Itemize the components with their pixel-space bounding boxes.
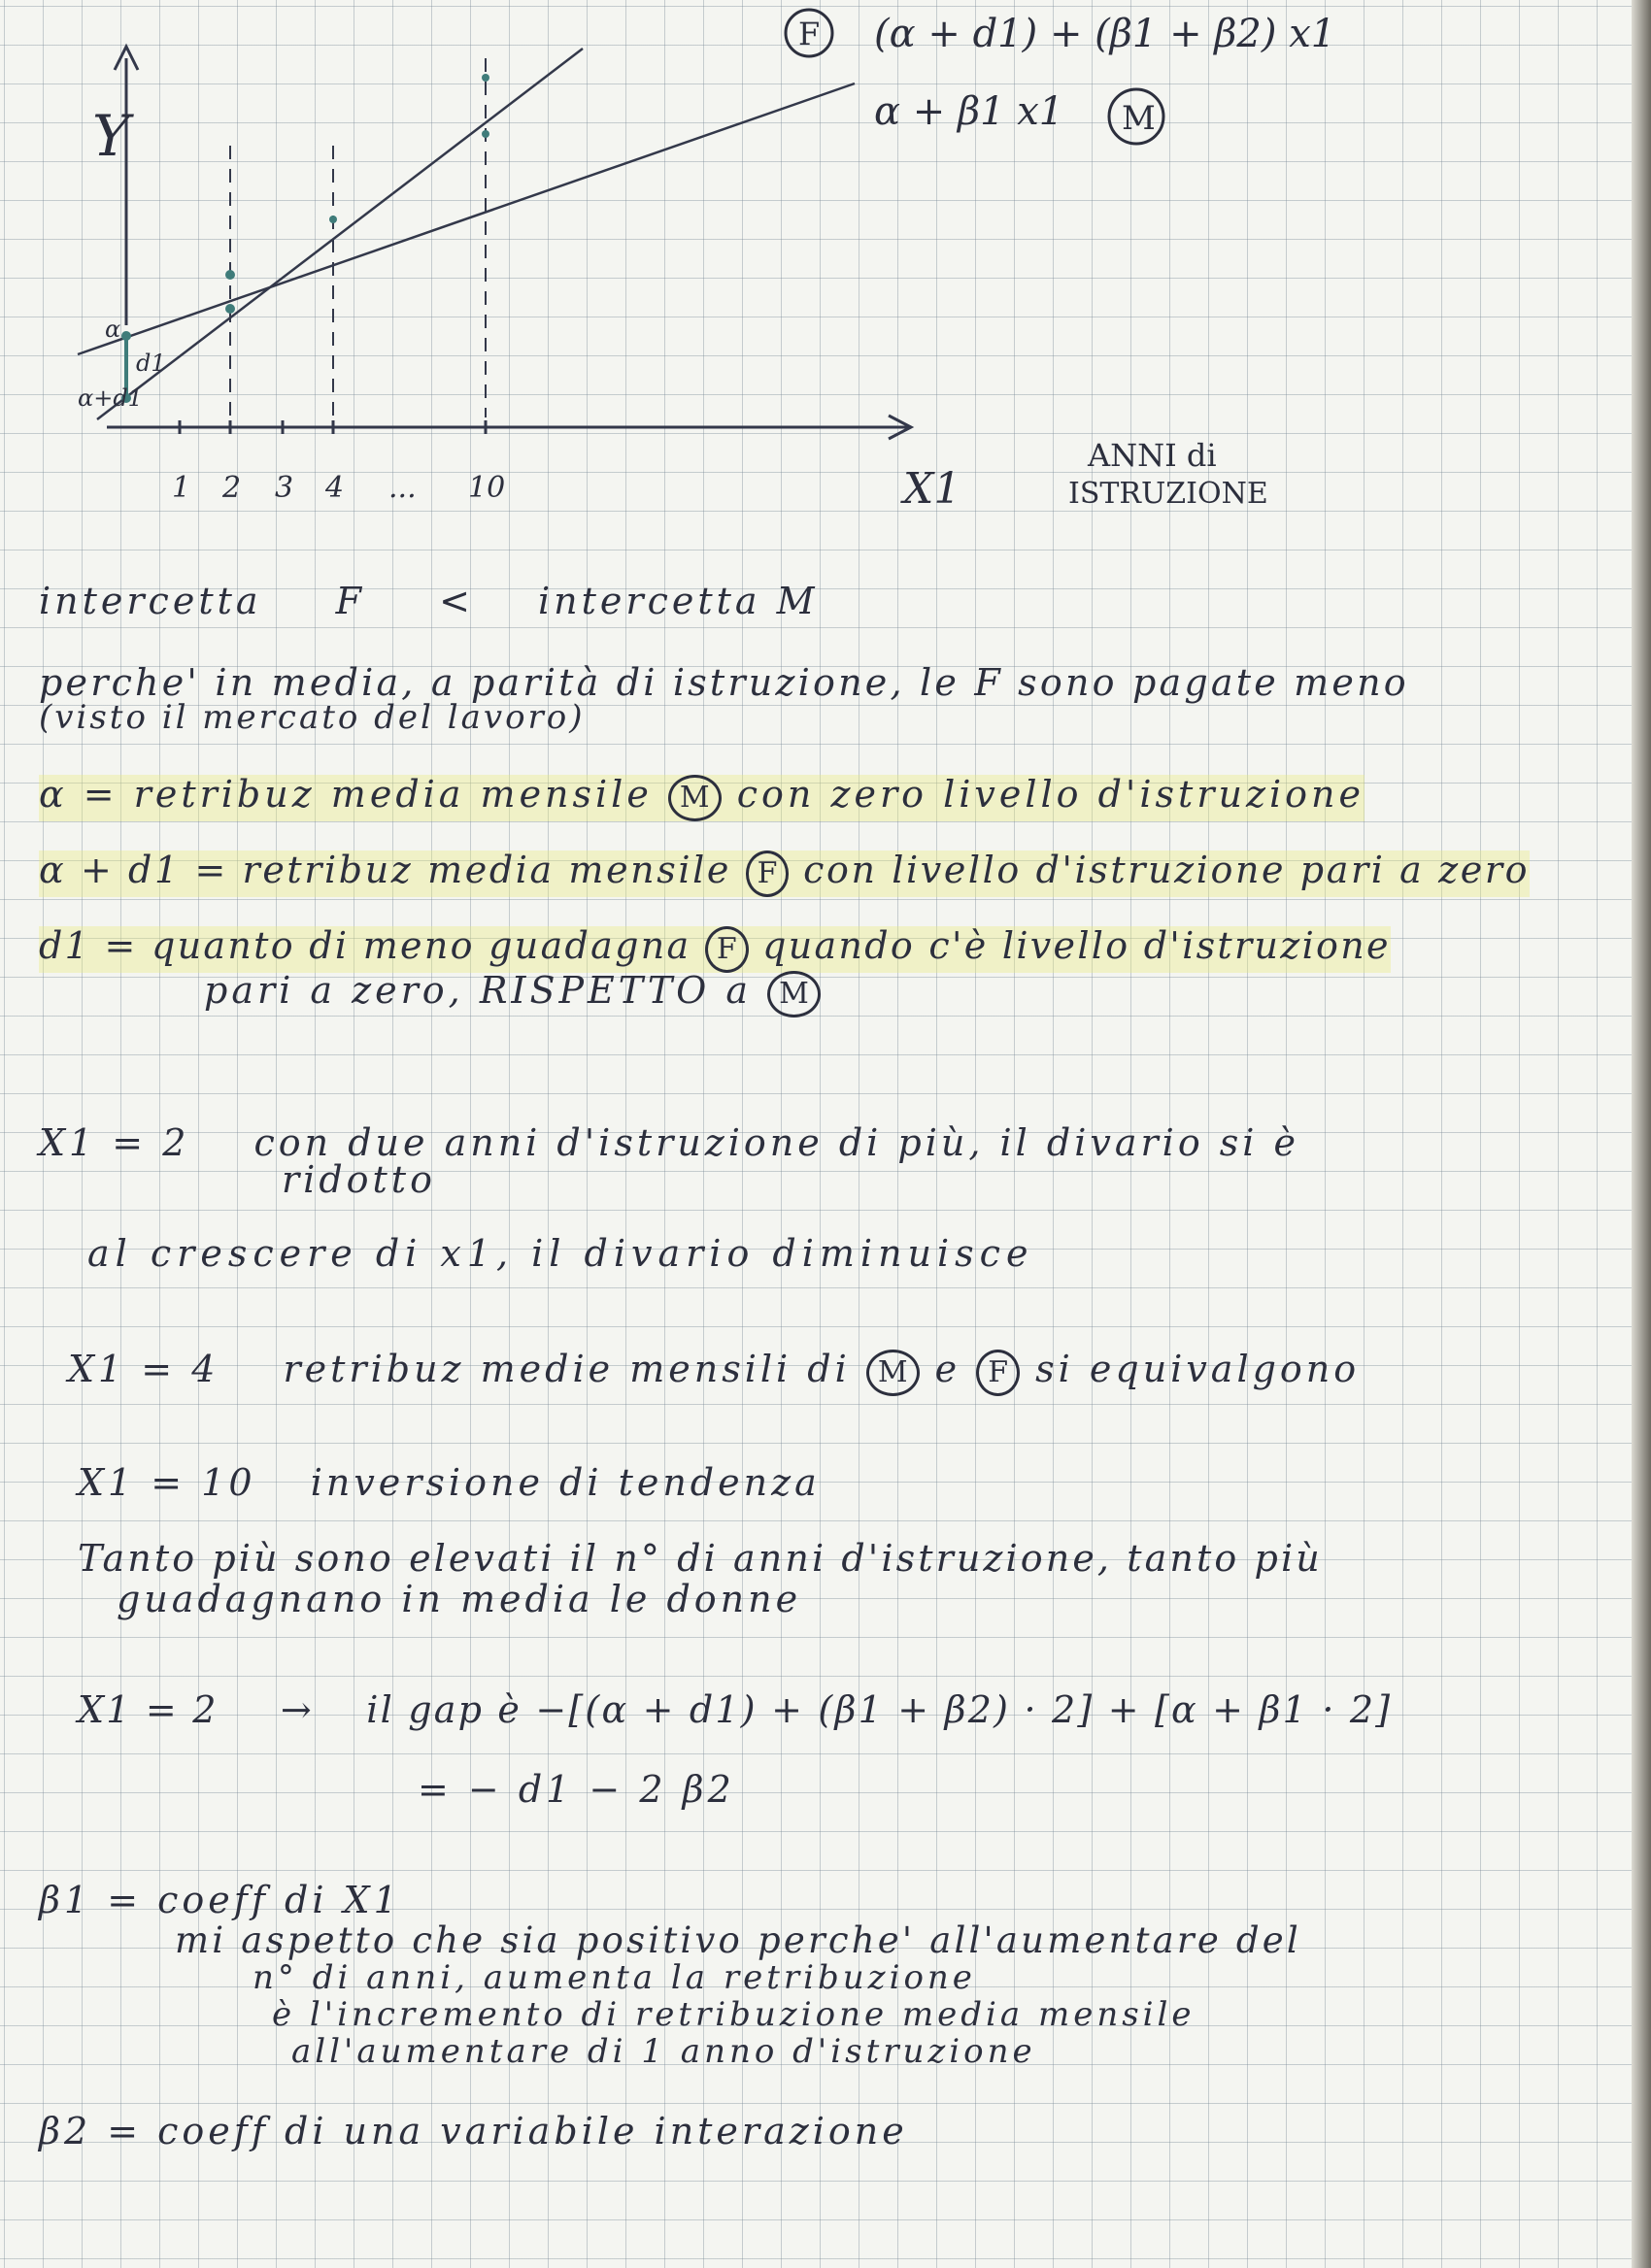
note-line-1 [39, 580, 819, 622]
x1-eq-4-tail: si equivalgono [1035, 1348, 1361, 1390]
label-alpha-d1: α+d1 [78, 384, 143, 412]
note-line-3 [39, 775, 1365, 821]
f-circle-2: F [705, 926, 749, 973]
tick-label-10: 10 [468, 471, 506, 505]
note-line-12b: guadagnano in media le donne [117, 1578, 802, 1620]
point-alpha [121, 331, 131, 341]
label-alpha: α [105, 316, 121, 343]
f-circle: F [746, 850, 790, 897]
m-tag: M [1122, 99, 1156, 138]
x-axis-label: X1 [903, 464, 961, 514]
regression-graph [0, 0, 1651, 544]
alpha-d1-definition: α + d1 = retribuz media mensile [39, 849, 731, 891]
m-equation: α + β1 x1 [874, 89, 1064, 134]
m-circle: M [668, 775, 722, 821]
x1-eq-4-comment: retribuz medie mensili di [283, 1348, 851, 1390]
note-line-6 [204, 971, 821, 1017]
note-line-16: mi aspetto che sia positivo perche' all'aumentare del [175, 1919, 1301, 1961]
x1-eq-4: X1 = 4 [68, 1348, 219, 1390]
intercept-m-label: intercetta M [538, 580, 819, 622]
line-f [97, 49, 583, 419]
f-equation: (α + d1) + (β1 + β2) x1 [874, 12, 1336, 56]
tick-label-2: 2 [222, 471, 242, 505]
note-line-15: β1 = coeff di X1 [39, 1879, 401, 1921]
f-tag: F [798, 16, 821, 52]
gap-formula: il gap è −[(α + d1) + (β1 + β2) · 2] + [α + β1 · 2] [366, 1688, 1393, 1731]
x1-eq-2-comment: con due anni d'istruzione di più, il divario si è [253, 1121, 1299, 1164]
x1-eq-10: X1 = 10 [78, 1461, 256, 1504]
m-circle-2: M [767, 971, 821, 1017]
x-axis-title-1: ANNI di [1088, 437, 1217, 474]
note-line-9: al crescere di x1, il divario diminuisce [87, 1232, 1034, 1275]
f-circle-3: F [976, 1350, 1020, 1396]
x1-eq-2: X1 = 2 [39, 1121, 190, 1164]
alpha-d1-definition-tail: con livello d'istruzione pari a zero [803, 849, 1531, 891]
point-m-x10 [482, 130, 489, 138]
note-line-12a: Tanto più sono elevati il n° di anni d'istruzione, tanto più [78, 1537, 1323, 1580]
alpha-definition: α = retribuz media mensile [39, 773, 653, 816]
x1-eq-10-comment: inversione di tendenza [310, 1461, 821, 1504]
intercept-f-label: intercetta [39, 580, 262, 622]
intercept-f-tag: F [335, 580, 365, 622]
tick-label-1: 1 [172, 471, 191, 505]
note-line-11 [78, 1461, 821, 1504]
y-axis-label: Y [92, 103, 130, 169]
point-f-x10 [482, 74, 489, 82]
label-d1: d1 [136, 350, 166, 377]
less-than: < [439, 580, 474, 622]
line-m [78, 83, 855, 354]
note-line-5 [39, 926, 1391, 973]
d1-definition: d1 = quanto di meno guadagna [39, 924, 691, 967]
and-word: e [934, 1348, 961, 1390]
note-line-8: ridotto [282, 1158, 436, 1201]
x1-eq-2-gap: X1 = 2 [78, 1688, 219, 1731]
note-line-7 [39, 1121, 1299, 1164]
note-line-19: all'aumentare di 1 anno d'istruzione [291, 2032, 1036, 2071]
point-m-x2 [225, 270, 235, 280]
note-line-2b: (visto il mercato del lavoro) [39, 698, 586, 737]
d1-definition-cont: pari a zero, RISPETTO a [204, 969, 753, 1012]
note-line-10 [68, 1350, 1360, 1396]
tick-label-4: 4 [325, 471, 345, 505]
tick-label-dots: ... [388, 471, 417, 505]
note-line-4 [39, 850, 1530, 897]
m-circle-3: M [866, 1350, 920, 1396]
note-line-17: n° di anni, aumenta la retribuzione [253, 1958, 976, 1997]
point-f-x2 [225, 304, 235, 314]
note-line-18: è l'incremento di retribuzione media mensile [272, 1995, 1196, 2034]
note-line-13 [78, 1688, 1393, 1731]
note-line-14: = − d1 − 2 β2 [418, 1768, 735, 1811]
alpha-definition-tail: con zero livello d'istruzione [736, 773, 1365, 816]
x-axis-title-2: ISTRUZIONE [1068, 477, 1268, 511]
arrow: → [280, 1688, 314, 1731]
d1-definition-tail: quando c'è livello d'istruzione [762, 924, 1391, 967]
note-line-2a: perche' in media, a parità di istruzione, le F sono pagate meno [39, 661, 1409, 704]
tick-label-3: 3 [275, 471, 294, 505]
note-line-20: β2 = coeff di una variabile interazione [39, 2110, 908, 2152]
point-cross-x4 [329, 216, 337, 223]
